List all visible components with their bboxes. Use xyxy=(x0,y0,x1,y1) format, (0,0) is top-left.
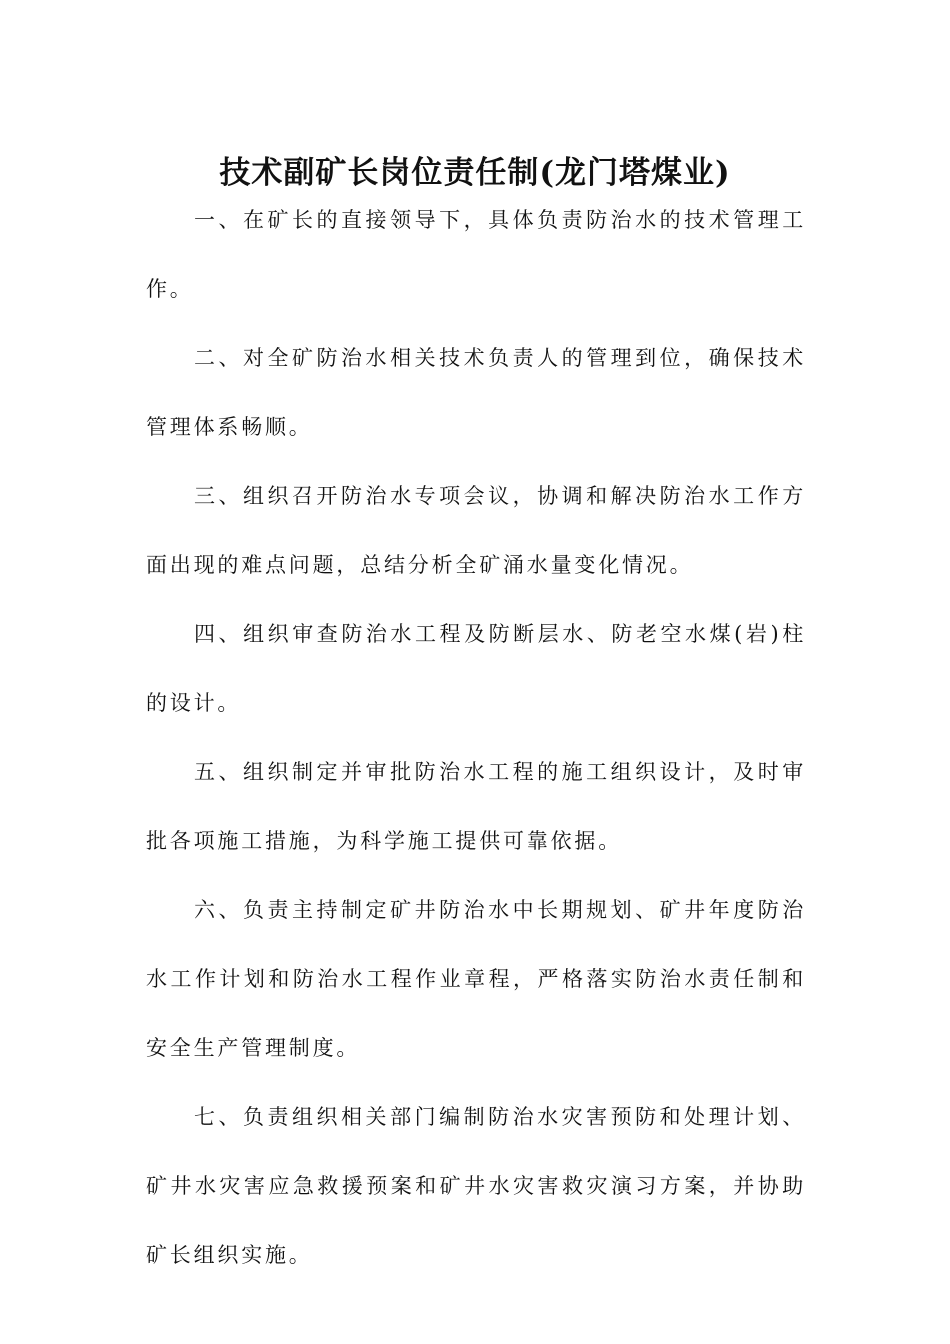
paragraph-2: 二、对全矿防治水相关技术负责人的管理到位，确保技术管理体系畅顺。 xyxy=(146,346,806,439)
paragraph-6: 六、负责主持制定矿井防治水中长期规划、矿井年度防治水工作计划和防治水工程作业章程，严格落实防治水责任制和安全生产管理制度。 xyxy=(146,898,806,1060)
document-title: 技术副矿长岗位责任制(龙门塔煤业) xyxy=(219,154,731,191)
paragraph-7: 七、负责组织相关部门编制防治水灾害预防和处理计划、矿井水灾害应急救援预案和矿井水灾害救灾演习方案，并协助矿长组织实施。 xyxy=(146,1105,806,1267)
document-body xyxy=(146,186,806,1290)
paragraph-3: 三、组织召开防治水专项会议，协调和解决防治水工作方面出现的难点问题，总结分析全矿涌水量变化情况。 xyxy=(146,484,806,577)
paragraph-5: 五、组织制定并审批防治水工程的施工组织设计，及时审批各项施工措施，为科学施工提供可靠依据。 xyxy=(146,760,806,853)
paragraph-1: 一、在矿长的直接领导下，具体负责防治水的技术管理工作。 xyxy=(146,208,806,301)
paragraph-4: 四、组织审查防治水工程及防断层水、防老空水煤(岩)柱的设计。 xyxy=(146,622,806,715)
